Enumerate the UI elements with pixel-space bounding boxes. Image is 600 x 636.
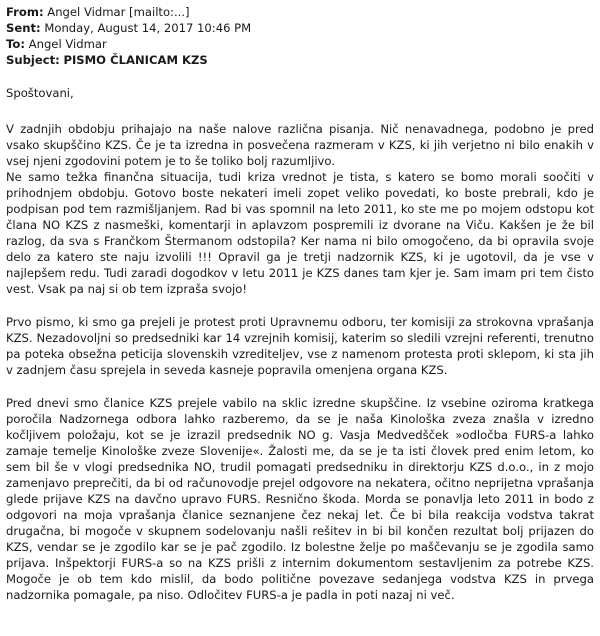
body-paragraph-3: Prvo pismo, ki smo ga prejeli je protest proti Upravnemu odboru, ter komisiji za strokovna vprašanja KZS. Nezadovoljni so predsedniki kar 14 vzrejnih komisij, katerim so sledili vzrejni referenti, trenutno pa poteka obsežna peticija slovenskih vzrediteljev, vse z namenom protesta proti sklepom, ki sta jih v zadnjem času sprejela in seveda kasneje popravila omenjena organa KZS. [6,315,594,377]
sent-label: Sent: [6,21,41,35]
body-paragraph-4: Pred dnevi smo članice KZS prejele vabilo na sklic izredne skupščine. Iz vsebine oziroma kratkega poročila Nadzornega odbora lahko razberemo, da se je naša Kinološka zveza znašla v izredno kočljivem položaju, kot se je izrazil predsednik NO g. Vasja Medvedšček »odločba FURS-a lahko zamaje temelje Kinološke zveze Slovenije«. Žalosti me, da se je ta isti človek pred enim letom, ko sem bil še v vlogi predsednika NO, trudil pomagati predsedniku in direktorju KZS d.o.o., in z mojo zamenjavo preprečiti, da bi od računovodje prejel odgovore na nekatera, očitno neprijetna vprašanja glede prijave KZS na davčno upravo FURS. Resnično škoda. Morda se ponavlja leto 2011 in bodo z odgovori na moja vprašanja članice seznanjene čez nekaj let. Če bi bila reakcija vodstva takrat drugačna, bi mogoče v skupnem sodelovanju našli rešitev in bi bil končen rezultat bolj prijazen do KZS, vendar se je zgodilo kar se je pač zgodilo. Iz bolestne želje po maščevanju se je zgodila samo prijava. Inšpektorji FURS-a so na KZS prišli z internim dokumentom sestavljenim za potrebe KZS. Mogoče je ob tem kdo mislil, da bodo politične povezave sedanjega vodstva KZS in prvega nadzornika pomagale, pa niso. Odločitev FURS-a je padla in poti nazaj ni več. [6,396,594,602]
to-value: Angel Vidmar [28,37,107,51]
sent-value: Monday, August 14, 2017 10:46 PM [44,21,252,35]
greeting: Spoštovani, [6,86,74,100]
body-paragraph-1: V zadnjih obdobju prihajajo na naše nalove različna pisanja. Nič nenavadnega, podobno je pred vsako skupščino KZS. Če je ta izredna in posvečena razmeram v KZS, ki jih verjetno ni bilo enakih v vsej njeni zgodovini potem je to še toliko bolj razumljivo. [6,122,594,168]
email-header [6,4,594,68]
to-label: To: [6,37,25,51]
from-row [6,4,594,20]
subject-value: PISMO ČLANICAM KZS [63,53,208,67]
from-label: From: [6,5,44,19]
from-value[interactable]: Angel Vidmar [mailto:...] [47,5,190,19]
subject-row [6,52,594,68]
to-row [6,36,594,52]
sent-row [6,20,594,36]
subject-label: Subject: [6,53,60,67]
body-paragraph-2: Ne samo težka finančna situacija, tudi kriza vrednot je tista, s katero se bomo morali soočiti v prihodnjem obdobju. Gotovo boste nekateri imeli zopet veliko povedati, ko boste prebrali, kdo je podpisan pod tem razmišljanjem. Rad bi vas spomnil na leto 2011, ko ste me po mojem odstopu kot člana NO KZS z nasmeški, komentarji in aplavzom pospremili iz dvorane na Viču. Kakšen je že bil razlog, da sva s Frančkom Štermanom odstopila? Ker nama ni bilo omogočeno, da bi opravila svoje delo za katero ste naju izvolili !!! Opravil ga je tretji nadzornik KZS, ki je ugotovil, da je vse v najlepšem redu. Tudi zaradi dogodkov v letu 2011 je KZS danes tam kjer je. Sam imam pri tem čisto vest. Vsak pa naj si ob tem izpraša svojo! [6,170,594,296]
